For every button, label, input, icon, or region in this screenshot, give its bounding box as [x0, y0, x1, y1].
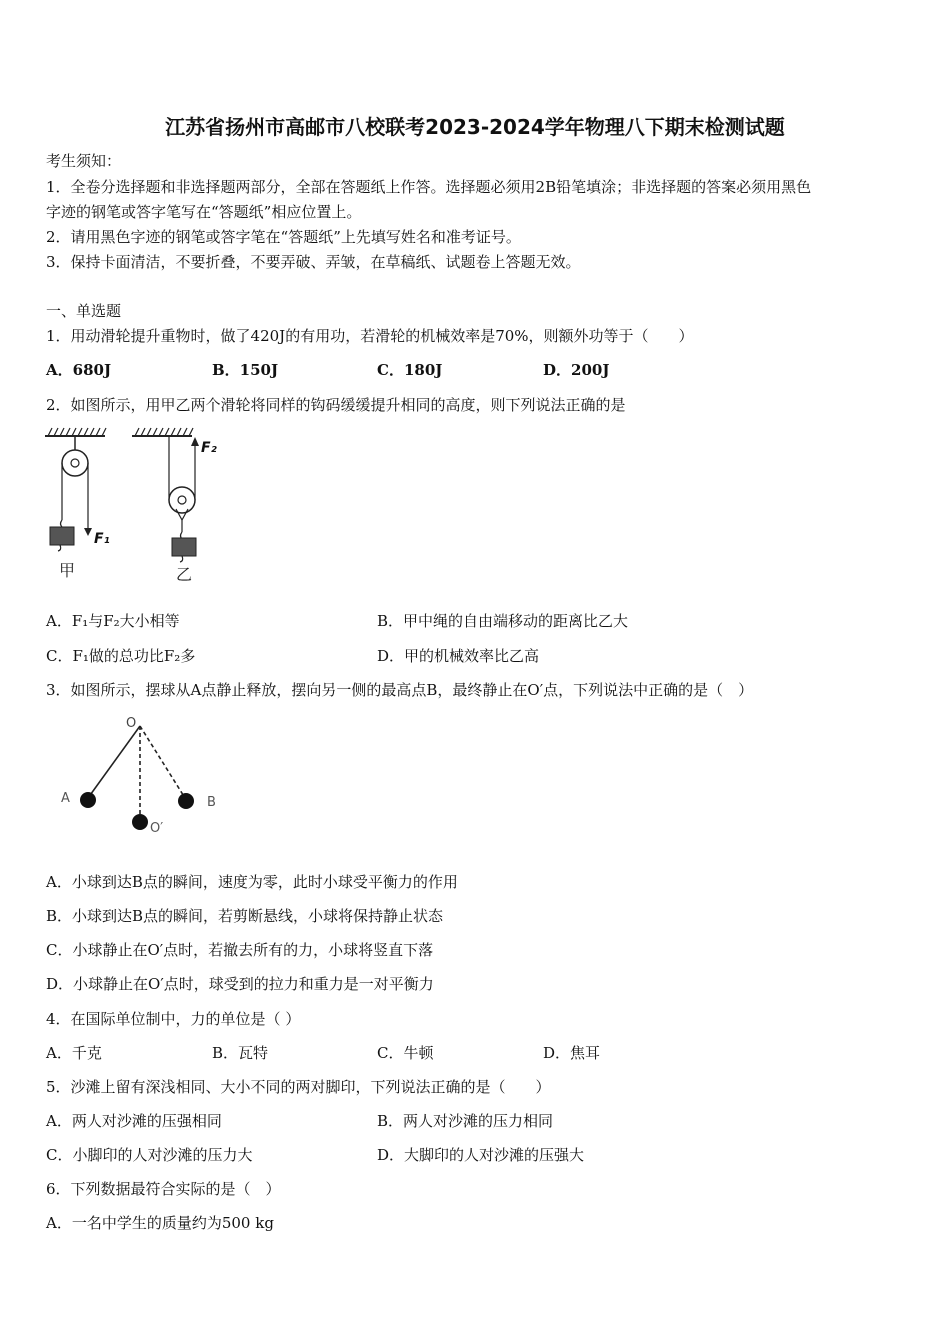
- notice-line-3: 3．保持卡面清洁，不要折叠，不要弄破、弄皱，在草稿纸、试题卷上答题无效。: [46, 253, 581, 271]
- ceiling-left: [45, 428, 106, 436]
- q5-stem: 5．沙滩上留有深浅相同、大小不同的两对脚印，下列说法正确的是（ ）: [46, 1078, 551, 1096]
- force-2-label: F₂: [201, 440, 217, 456]
- point-a-label: A: [61, 791, 70, 806]
- notice-line-2: 2．请用黑色字迹的钢笔或答字笔在“答题纸”上先填写姓名和准考证号。: [46, 228, 521, 246]
- figure-label-jia: 甲: [59, 561, 76, 580]
- q4-option-c: C．牛顿: [377, 1044, 434, 1062]
- weight-right: [172, 532, 196, 562]
- q1-option-d: D．200J: [543, 361, 610, 379]
- q3-option-b: B．小球到达B点的瞬间，若剪断悬线，小球将保持静止状态: [46, 907, 444, 925]
- figure-label-yi: 乙: [176, 565, 193, 584]
- ceiling-right: [132, 428, 193, 436]
- q1-option-b: B．150J: [212, 361, 279, 379]
- ball-o-prime: [132, 814, 148, 830]
- q6-option-a: A．一名中学生的质量约为500 kg: [46, 1214, 274, 1232]
- q3-option-a: A．小球到达B点的瞬间，速度为零，此时小球受平衡力的作用: [46, 873, 458, 891]
- pivot-label: O: [126, 716, 137, 731]
- q4-stem: 4．在国际单位制中，力的单位是（ ）: [46, 1010, 301, 1028]
- q2-option-c: C．F₁做的总功比F₂多: [46, 647, 196, 665]
- ball-b: [178, 793, 194, 809]
- q4-option-d: D．焦耳: [543, 1044, 601, 1062]
- notice-heading: 考生须知：: [46, 152, 122, 170]
- q3-option-c: C．小球静止在O′点时，若撤去所有的力，小球将竖直下落: [46, 941, 434, 959]
- q1-option-c: C．180J: [377, 361, 443, 379]
- q6-stem: 6．下列数据最符合实际的是（ ）: [46, 1180, 281, 1198]
- notice-line-1-cont: 字迹的钢笔或答字笔写在“答题纸”相应位置上。: [46, 203, 362, 221]
- notice-line-1: 1．全卷分选择题和非选择题两部分，全部在答题纸上作答。选择题必须用2B铅笔填涂；非选择题的答案必须用黑色: [46, 178, 812, 196]
- q3-stem: 3．如图所示，摆球从A点静止释放，摆向另一侧的最高点B，最终静止在O′点，下列说法中正确的是（ ）: [46, 681, 754, 699]
- section-heading: 一、单选题: [46, 302, 122, 320]
- pendulum-figure: [55, 712, 235, 842]
- force-1-label: F₁: [94, 531, 110, 547]
- q5-option-b: B．两人对沙滩的压力相同: [377, 1112, 554, 1130]
- q2-stem: 2．如图所示，用甲乙两个滑轮将同样的钩码缓缓提升相同的高度，则下列说法正确的是: [46, 396, 626, 414]
- weight-left: [50, 520, 74, 551]
- point-b-label: B: [207, 795, 216, 810]
- fixed-pulley: [62, 436, 92, 536]
- q4-option-b: B．瓦特: [212, 1044, 269, 1062]
- movable-pulley: [169, 436, 199, 532]
- point-o-prime-label: O′: [150, 821, 164, 836]
- ball-a: [80, 792, 96, 808]
- q2-option-d: D．甲的机械效率比乙高: [377, 647, 540, 665]
- q5-option-a: A．两人对沙滩的压强相同: [46, 1112, 222, 1130]
- q1-option-a: A．680J: [46, 361, 112, 379]
- q5-option-c: C．小脚印的人对沙滩的压力大: [46, 1146, 253, 1164]
- q4-option-a: A．千克: [46, 1044, 102, 1062]
- q1-stem: 1．用动滑轮提升重物时，做了420J的有用功，若滑轮的机械效率是70%，则额外功等于（ ）: [46, 327, 694, 345]
- q2-option-b: B．甲中绳的自由端移动的距离比乙大: [377, 612, 629, 630]
- pulley-figure: [40, 420, 240, 590]
- page-title: 江苏省扬州市高邮市八校联考2023-2024学年物理八下期末检测试题: [165, 115, 785, 139]
- q2-option-a: A．F₁与F₂大小相等: [46, 612, 180, 630]
- q3-option-d: D．小球静止在O′点时，球受到的拉力和重力是一对平衡力: [46, 975, 434, 993]
- q5-option-d: D．大脚印的人对沙滩的压强大: [377, 1146, 585, 1164]
